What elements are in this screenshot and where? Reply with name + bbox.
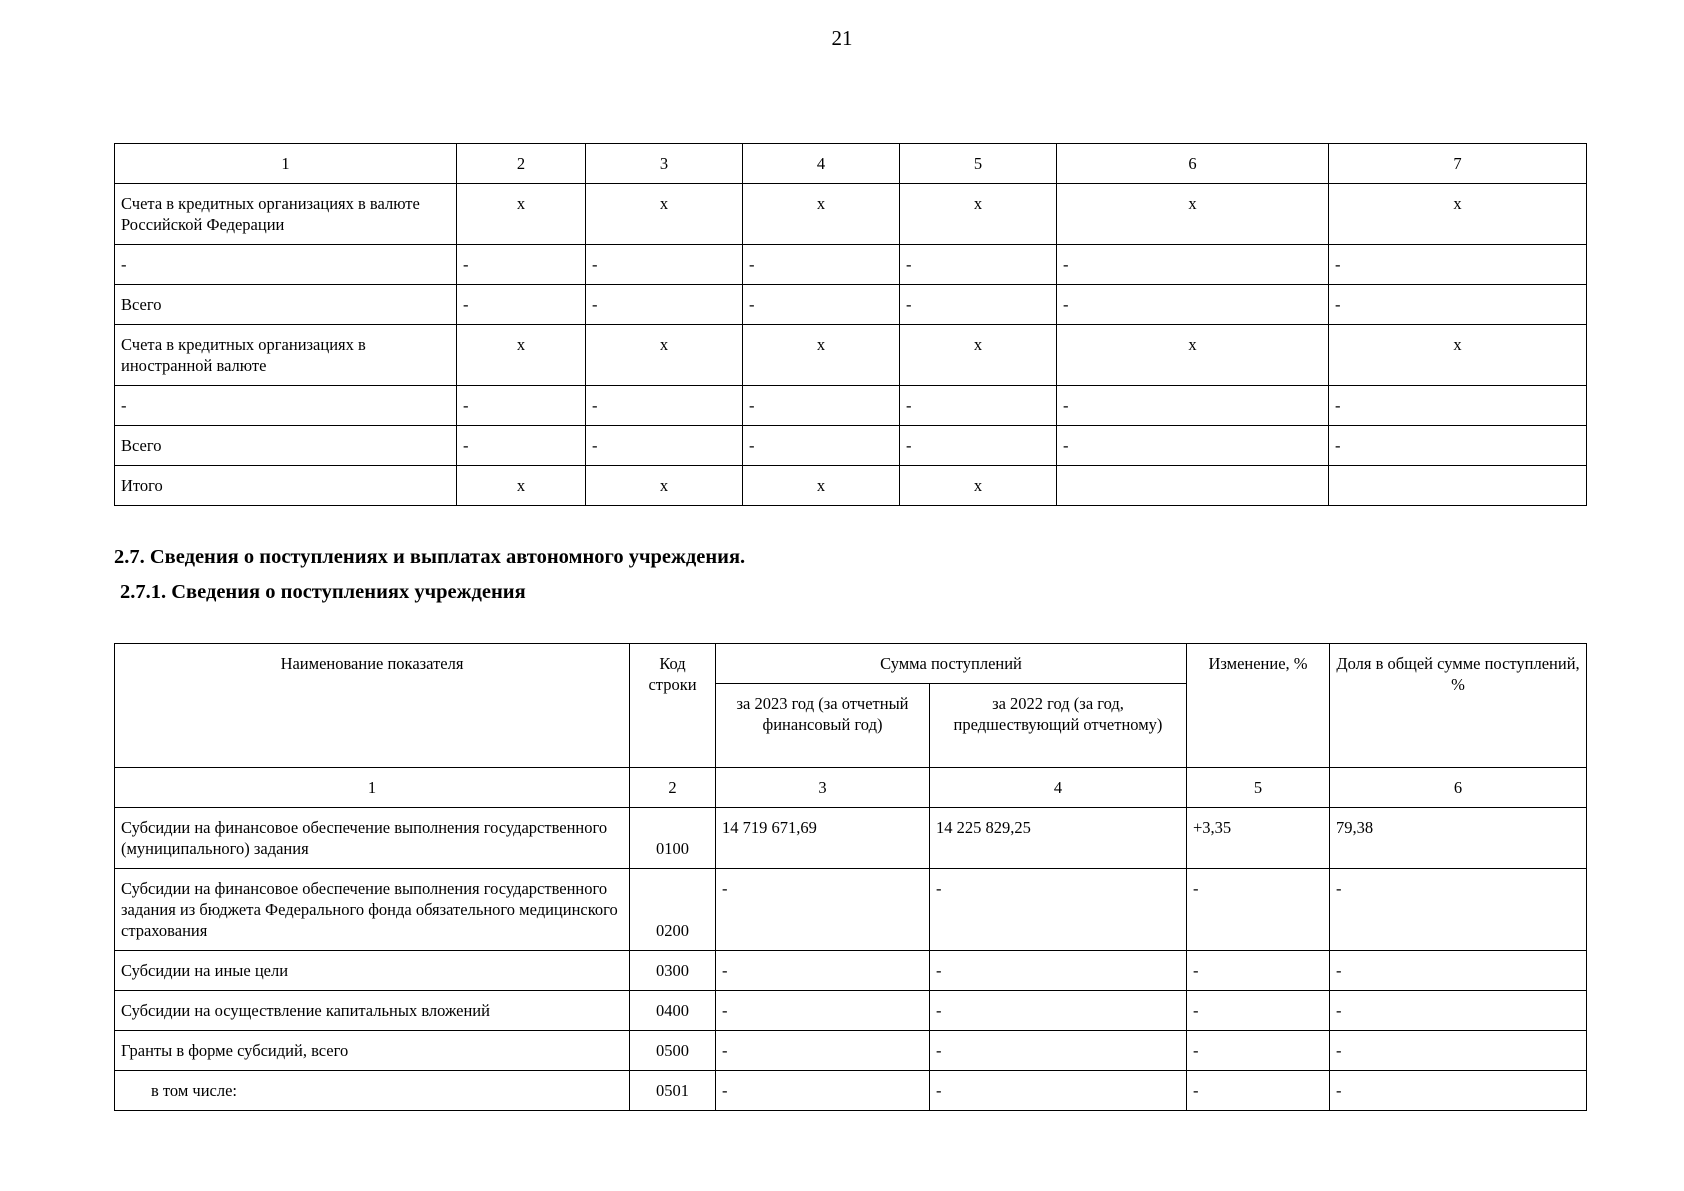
table-cell: - — [1329, 386, 1587, 426]
column-number: 4 — [743, 144, 900, 184]
accounts-header-row — [115, 144, 1587, 184]
table-cell: - — [586, 245, 743, 285]
share-percent: - — [1330, 951, 1587, 991]
table-cell: x — [457, 466, 586, 506]
table-cell: x — [743, 325, 900, 386]
row-label: Счета в кредитных организациях в иностранной валюте — [115, 325, 457, 386]
table-cell: x — [1329, 184, 1587, 245]
receipts-header-row — [115, 644, 1587, 684]
column-number: 7 — [1329, 144, 1587, 184]
indicator-name: Субсидии на финансовое обеспечение выполнения государственного задания из бюджета Федерального фонда обязательного медицинского страхования — [115, 869, 630, 951]
row-label: Счета в кредитных организациях в валюте Российской Федерации — [115, 184, 457, 245]
table-cell — [1057, 466, 1329, 506]
indicator-name: в том числе: — [115, 1071, 630, 1111]
table-cell: x — [743, 184, 900, 245]
table-cell: - — [1329, 426, 1587, 466]
header-name: Наименование показателя — [115, 644, 630, 768]
table-row — [115, 466, 1587, 506]
row-label: - — [115, 386, 457, 426]
change-percent: - — [1187, 951, 1330, 991]
column-number: 5 — [1187, 768, 1330, 808]
amount-2022: - — [930, 951, 1187, 991]
row-code: 0500 — [630, 1031, 716, 1071]
table-cell: - — [457, 426, 586, 466]
change-percent: - — [1187, 1071, 1330, 1111]
table-cell: - — [900, 386, 1057, 426]
row-label: Всего — [115, 285, 457, 325]
share-percent: - — [1330, 1071, 1587, 1111]
table-row — [115, 285, 1587, 325]
header-share: Доля в общей сумме поступлений, % — [1330, 644, 1587, 768]
column-number: 6 — [1330, 768, 1587, 808]
amount-2022: 14 225 829,25 — [930, 808, 1187, 869]
table-row — [115, 184, 1587, 245]
table-row — [115, 991, 1587, 1031]
change-percent: - — [1187, 1031, 1330, 1071]
table-row — [115, 808, 1587, 869]
header-year-2022: за 2022 год (за год, предшествующий отчетному) — [930, 684, 1187, 768]
column-number: 3 — [586, 144, 743, 184]
table-cell: x — [457, 184, 586, 245]
table-row — [115, 1031, 1587, 1071]
table-cell: - — [900, 426, 1057, 466]
amount-2023: - — [716, 1031, 930, 1071]
table-cell: x — [586, 325, 743, 386]
page-number: 21 — [831, 26, 853, 50]
receipts-number-row — [115, 768, 1587, 808]
table-cell: x — [900, 325, 1057, 386]
share-percent: - — [1330, 1031, 1587, 1071]
header-sum: Сумма поступлений — [716, 644, 1187, 684]
amount-2023: 14 719 671,69 — [716, 808, 930, 869]
column-number: 2 — [630, 768, 716, 808]
header-year-2023: за 2023 год (за отчетный финансовый год) — [716, 684, 930, 768]
table-cell: - — [586, 285, 743, 325]
table-cell: x — [900, 184, 1057, 245]
table-cell: - — [586, 386, 743, 426]
row-code: 0400 — [630, 991, 716, 1031]
table-cell: - — [1329, 245, 1587, 285]
receipts-table — [114, 643, 1587, 1111]
table-row — [115, 426, 1587, 466]
table-cell: x — [457, 325, 586, 386]
share-percent: - — [1330, 869, 1587, 951]
table-cell: x — [1329, 325, 1587, 386]
amount-2023: - — [716, 951, 930, 991]
table-cell: - — [743, 285, 900, 325]
section-heading-2-7-1: 2.7.1. Сведения о поступлениях учреждения — [120, 581, 526, 603]
table-cell: - — [457, 386, 586, 426]
row-label: Всего — [115, 426, 457, 466]
column-number: 3 — [716, 768, 930, 808]
row-code: 0300 — [630, 951, 716, 991]
table-cell: - — [900, 245, 1057, 285]
column-number: 5 — [900, 144, 1057, 184]
table-cell: - — [1057, 245, 1329, 285]
column-number: 4 — [930, 768, 1187, 808]
table-row — [115, 325, 1587, 386]
share-percent: 79,38 — [1330, 808, 1587, 869]
table-cell: - — [743, 386, 900, 426]
table-cell: - — [1057, 386, 1329, 426]
row-code: 0100 — [630, 808, 716, 869]
change-percent: - — [1187, 991, 1330, 1031]
row-label: Итого — [115, 466, 457, 506]
indicator-name: Субсидии на финансовое обеспечение выполнения государственного (муниципального) задания — [115, 808, 630, 869]
row-code: 0501 — [630, 1071, 716, 1111]
table-cell — [1329, 466, 1587, 506]
amount-2022: - — [930, 1031, 1187, 1071]
amount-2023: - — [716, 991, 930, 1031]
indicator-name: Субсидии на осуществление капитальных вложений — [115, 991, 630, 1031]
table-cell: - — [900, 285, 1057, 325]
column-number: 2 — [457, 144, 586, 184]
table-row — [115, 869, 1587, 951]
header-change: Изменение, % — [1187, 644, 1330, 768]
column-number: 6 — [1057, 144, 1329, 184]
accounts-table — [114, 143, 1587, 506]
change-percent: - — [1187, 869, 1330, 951]
table-cell: x — [1057, 184, 1329, 245]
amount-2022: - — [930, 991, 1187, 1031]
table-cell: - — [457, 285, 586, 325]
table-cell: x — [1057, 325, 1329, 386]
row-label: - — [115, 245, 457, 285]
amount-2022: - — [930, 1071, 1187, 1111]
column-number: 1 — [115, 144, 457, 184]
table-row — [115, 245, 1587, 285]
amount-2022: - — [930, 869, 1187, 951]
section-heading-2-7: 2.7. Сведения о поступлениях и выплатах автономного учреждения. — [114, 546, 746, 568]
table-cell: - — [586, 426, 743, 466]
table-cell: - — [1329, 285, 1587, 325]
indicator-name: Субсидии на иные цели — [115, 951, 630, 991]
table-cell: - — [1057, 426, 1329, 466]
share-percent: - — [1330, 991, 1587, 1031]
row-code: 0200 — [630, 869, 716, 951]
table-cell: x — [743, 466, 900, 506]
table-cell: - — [743, 245, 900, 285]
table-cell: x — [586, 184, 743, 245]
amount-2023: - — [716, 869, 930, 951]
table-row — [115, 386, 1587, 426]
change-percent: +3,35 — [1187, 808, 1330, 869]
table-cell: - — [1057, 285, 1329, 325]
column-number: 1 — [115, 768, 630, 808]
table-cell: - — [457, 245, 586, 285]
indicator-name: Гранты в форме субсидий, всего — [115, 1031, 630, 1071]
table-row — [115, 951, 1587, 991]
header-code: Код строки — [630, 644, 716, 768]
table-cell: - — [743, 426, 900, 466]
table-row — [115, 1071, 1587, 1111]
amount-2023: - — [716, 1071, 930, 1111]
table-cell: x — [586, 466, 743, 506]
table-cell: x — [900, 466, 1057, 506]
